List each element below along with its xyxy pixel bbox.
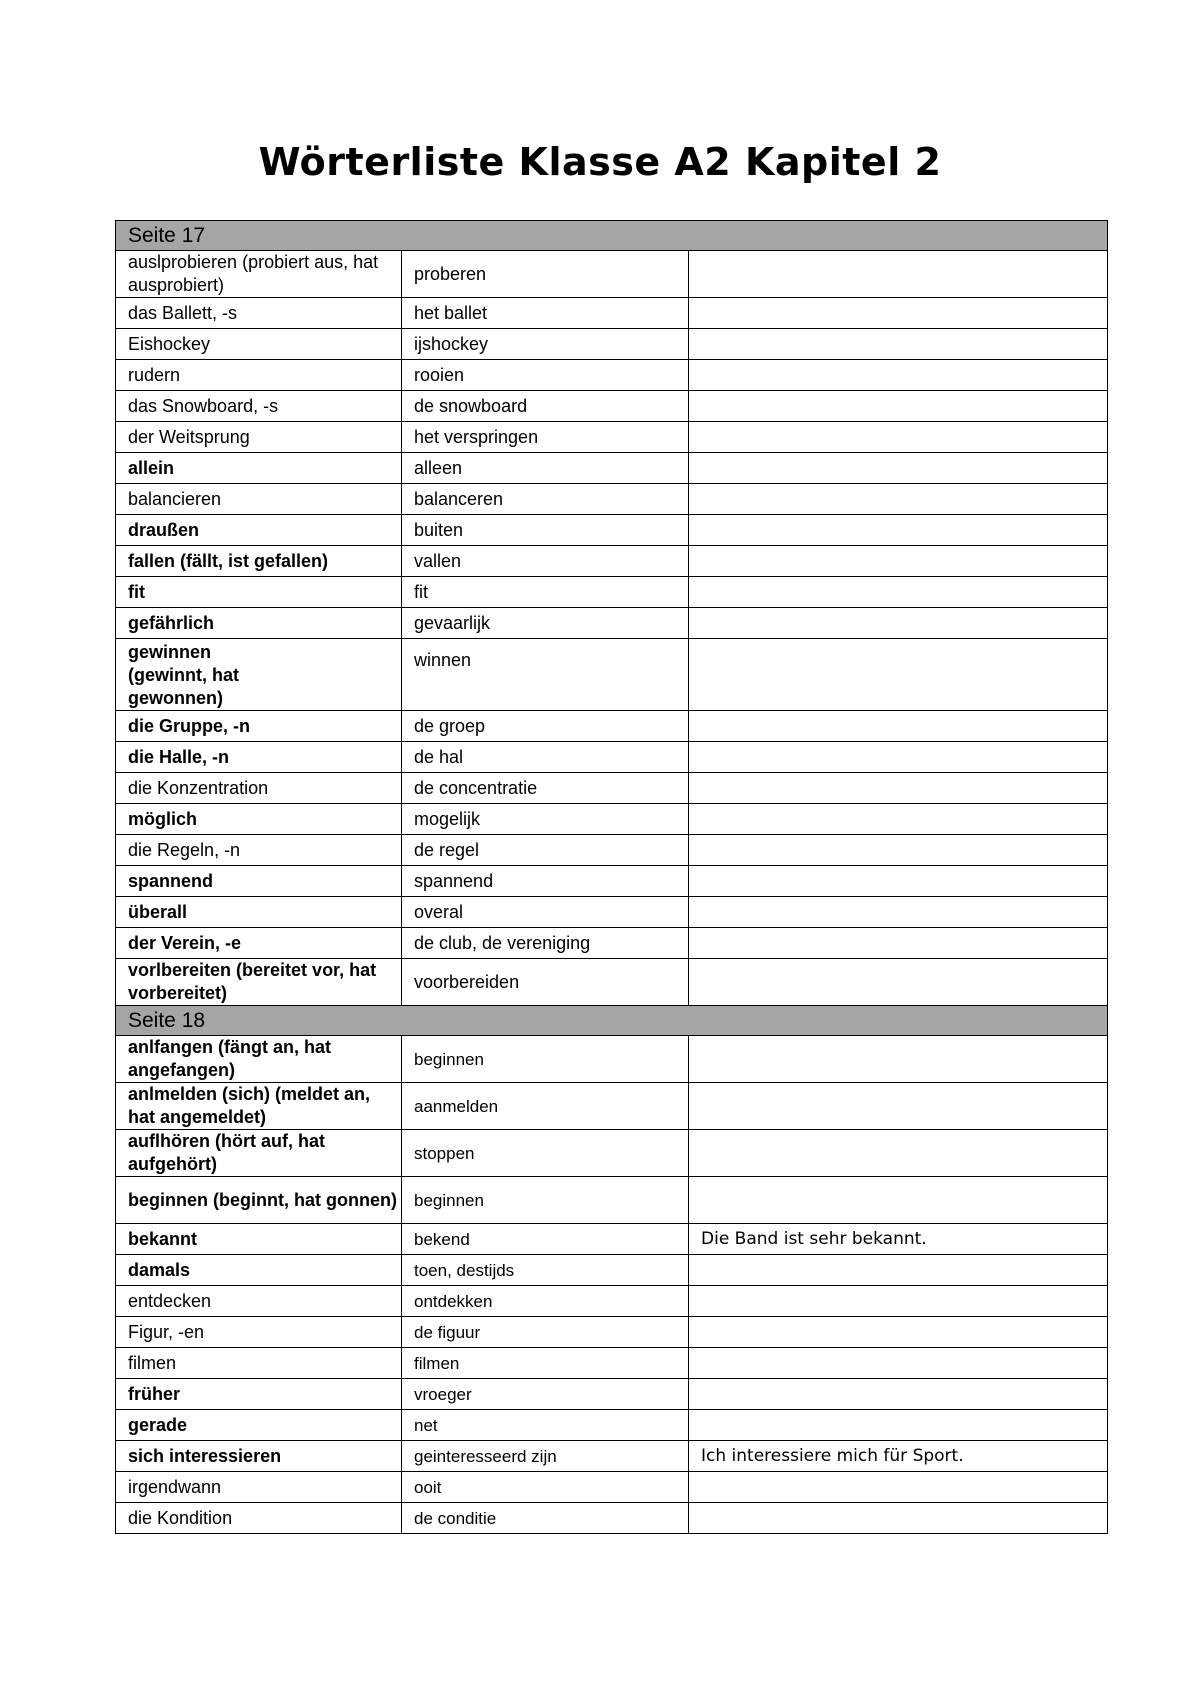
vocabulary-table — [115, 220, 1108, 1534]
table-row — [116, 897, 1108, 928]
german-word: gewinnen (gewinnt, hat gewonnen) — [116, 639, 402, 711]
table-row — [116, 1177, 1108, 1224]
table-row — [116, 866, 1108, 897]
german-word: draußen — [116, 515, 402, 546]
table-row — [116, 835, 1108, 866]
section-header-row — [116, 221, 1108, 251]
table-row — [116, 711, 1108, 742]
table-row — [116, 1255, 1108, 1286]
german-word: früher — [116, 1379, 402, 1410]
german-word: das Ballett, -s — [116, 298, 402, 329]
dutch-translation: geinteresseerd zijn — [402, 1441, 689, 1472]
example-sentence — [689, 1472, 1108, 1503]
example-sentence — [689, 742, 1108, 773]
table-row — [116, 298, 1108, 329]
german-word: auflhören (hört auf, hat aufgehört) — [116, 1130, 402, 1177]
dutch-translation: toen, destijds — [402, 1255, 689, 1286]
example-sentence — [689, 329, 1108, 360]
dutch-translation: balanceren — [402, 484, 689, 515]
dutch-translation: vroeger — [402, 1379, 689, 1410]
dutch-translation: alleen — [402, 453, 689, 484]
example-sentence — [689, 1255, 1108, 1286]
dutch-translation: het verspringen — [402, 422, 689, 453]
example-sentence — [689, 546, 1108, 577]
german-word: Figur, -en — [116, 1317, 402, 1348]
dutch-translation: de club, de vereniging — [402, 928, 689, 959]
german-word: der Weitsprung — [116, 422, 402, 453]
german-word: spannend — [116, 866, 402, 897]
dutch-translation: de figuur — [402, 1317, 689, 1348]
dutch-translation: bekend — [402, 1224, 689, 1255]
german-word: irgendwann — [116, 1472, 402, 1503]
dutch-translation: filmen — [402, 1348, 689, 1379]
table-row — [116, 1317, 1108, 1348]
example-sentence — [689, 773, 1108, 804]
german-word: gefährlich — [116, 608, 402, 639]
example-sentence — [689, 360, 1108, 391]
dutch-translation: rooien — [402, 360, 689, 391]
german-word: das Snowboard, -s — [116, 391, 402, 422]
example-sentence — [689, 928, 1108, 959]
table-row — [116, 639, 1108, 711]
table-row — [116, 959, 1108, 1006]
table-row — [116, 484, 1108, 515]
table-row — [116, 1224, 1108, 1255]
dutch-translation: ooit — [402, 1472, 689, 1503]
dutch-translation: de conditie — [402, 1503, 689, 1534]
dutch-translation: spannend — [402, 866, 689, 897]
dutch-translation: mogelijk — [402, 804, 689, 835]
table-row — [116, 773, 1108, 804]
german-word: entdecken — [116, 1286, 402, 1317]
german-word: balancieren — [116, 484, 402, 515]
example-sentence — [689, 1177, 1108, 1224]
dutch-translation: ijshockey — [402, 329, 689, 360]
example-sentence — [689, 1286, 1108, 1317]
german-word: überall — [116, 897, 402, 928]
example-sentence — [689, 959, 1108, 1006]
example-sentence — [689, 711, 1108, 742]
example-sentence — [689, 1130, 1108, 1177]
dutch-translation: fit — [402, 577, 689, 608]
example-sentence — [689, 1379, 1108, 1410]
dutch-translation: buiten — [402, 515, 689, 546]
table-row — [116, 1130, 1108, 1177]
table-row — [116, 1348, 1108, 1379]
table-row — [116, 329, 1108, 360]
section-heading: Seite 18 — [116, 1006, 1108, 1036]
german-word: damals — [116, 1255, 402, 1286]
dutch-translation: de snowboard — [402, 391, 689, 422]
example-sentence — [689, 608, 1108, 639]
example-sentence — [689, 804, 1108, 835]
table-row — [116, 1410, 1108, 1441]
dutch-translation: voorbereiden — [402, 959, 689, 1006]
dutch-translation: beginnen — [402, 1036, 689, 1083]
dutch-translation: aanmelden — [402, 1083, 689, 1130]
german-word: die Konzentration — [116, 773, 402, 804]
dutch-translation: beginnen — [402, 1177, 689, 1224]
example-sentence — [689, 897, 1108, 928]
table-row — [116, 515, 1108, 546]
example-sentence — [689, 1036, 1108, 1083]
example-sentence — [689, 484, 1108, 515]
table-row — [116, 453, 1108, 484]
table-row — [116, 422, 1108, 453]
example-sentence — [689, 422, 1108, 453]
german-word: filmen — [116, 1348, 402, 1379]
example-sentence — [689, 835, 1108, 866]
table-row — [116, 391, 1108, 422]
table-row — [116, 928, 1108, 959]
dutch-translation: gevaarlijk — [402, 608, 689, 639]
page-title: Wörterliste Klasse A2 Kapitel 2 — [258, 140, 942, 184]
dutch-translation: het ballet — [402, 298, 689, 329]
german-word: die Regeln, -n — [116, 835, 402, 866]
example-sentence — [689, 1410, 1108, 1441]
table-row — [116, 1036, 1108, 1083]
section-header-row — [116, 1006, 1108, 1036]
example-sentence — [689, 251, 1108, 298]
example-sentence — [689, 866, 1108, 897]
dutch-translation: net — [402, 1410, 689, 1441]
german-word: beginnen (beginnt, hat gonnen) — [116, 1177, 402, 1224]
example-sentence — [689, 1083, 1108, 1130]
table-row — [116, 546, 1108, 577]
german-word: anlfangen (fängt an, hat angefangen) — [116, 1036, 402, 1083]
example-sentence — [689, 1348, 1108, 1379]
table-row — [116, 804, 1108, 835]
german-word: anlmelden (sich) (meldet an, hat angemeldet) — [116, 1083, 402, 1130]
table-row — [116, 1472, 1108, 1503]
german-word: der Verein, -e — [116, 928, 402, 959]
table-row — [116, 608, 1108, 639]
example-sentence — [689, 298, 1108, 329]
dutch-translation: stoppen — [402, 1130, 689, 1177]
german-word: bekannt — [116, 1224, 402, 1255]
table-row — [116, 1286, 1108, 1317]
example-sentence: Ich interessiere mich für Sport. — [689, 1441, 1108, 1472]
table-row — [116, 1503, 1108, 1534]
dutch-translation: proberen — [402, 251, 689, 298]
dutch-translation: ontdekken — [402, 1286, 689, 1317]
table-row — [116, 1379, 1108, 1410]
table-row — [116, 1083, 1108, 1130]
table-row — [116, 360, 1108, 391]
german-word: Eishockey — [116, 329, 402, 360]
example-sentence — [689, 639, 1108, 711]
example-sentence — [689, 1503, 1108, 1534]
german-word: auslprobieren (probiert aus, hat ausprobiert) — [116, 251, 402, 298]
german-word: sich interessieren — [116, 1441, 402, 1472]
example-sentence — [689, 391, 1108, 422]
section-heading: Seite 17 — [116, 221, 1108, 251]
german-word: gerade — [116, 1410, 402, 1441]
example-sentence: Die Band ist sehr bekannt. — [689, 1224, 1108, 1255]
german-word: allein — [116, 453, 402, 484]
german-word: fit — [116, 577, 402, 608]
german-word: möglich — [116, 804, 402, 835]
dutch-translation: de concentratie — [402, 773, 689, 804]
german-word: die Gruppe, -n — [116, 711, 402, 742]
table-row — [116, 251, 1108, 298]
dutch-translation: de groep — [402, 711, 689, 742]
table-row — [116, 1441, 1108, 1472]
german-word: vorlbereiten (bereitet vor, hat vorbereitet) — [116, 959, 402, 1006]
dutch-translation: vallen — [402, 546, 689, 577]
example-sentence — [689, 515, 1108, 546]
dutch-translation: winnen — [402, 639, 689, 711]
german-word: rudern — [116, 360, 402, 391]
example-sentence — [689, 577, 1108, 608]
german-word: die Halle, -n — [116, 742, 402, 773]
dutch-translation: de hal — [402, 742, 689, 773]
example-sentence — [689, 453, 1108, 484]
table-row — [116, 742, 1108, 773]
table-row — [116, 577, 1108, 608]
german-word: fallen (fällt, ist gefallen) — [116, 546, 402, 577]
german-word: die Kondition — [116, 1503, 402, 1534]
dutch-translation: de regel — [402, 835, 689, 866]
dutch-translation: overal — [402, 897, 689, 928]
example-sentence — [689, 1317, 1108, 1348]
